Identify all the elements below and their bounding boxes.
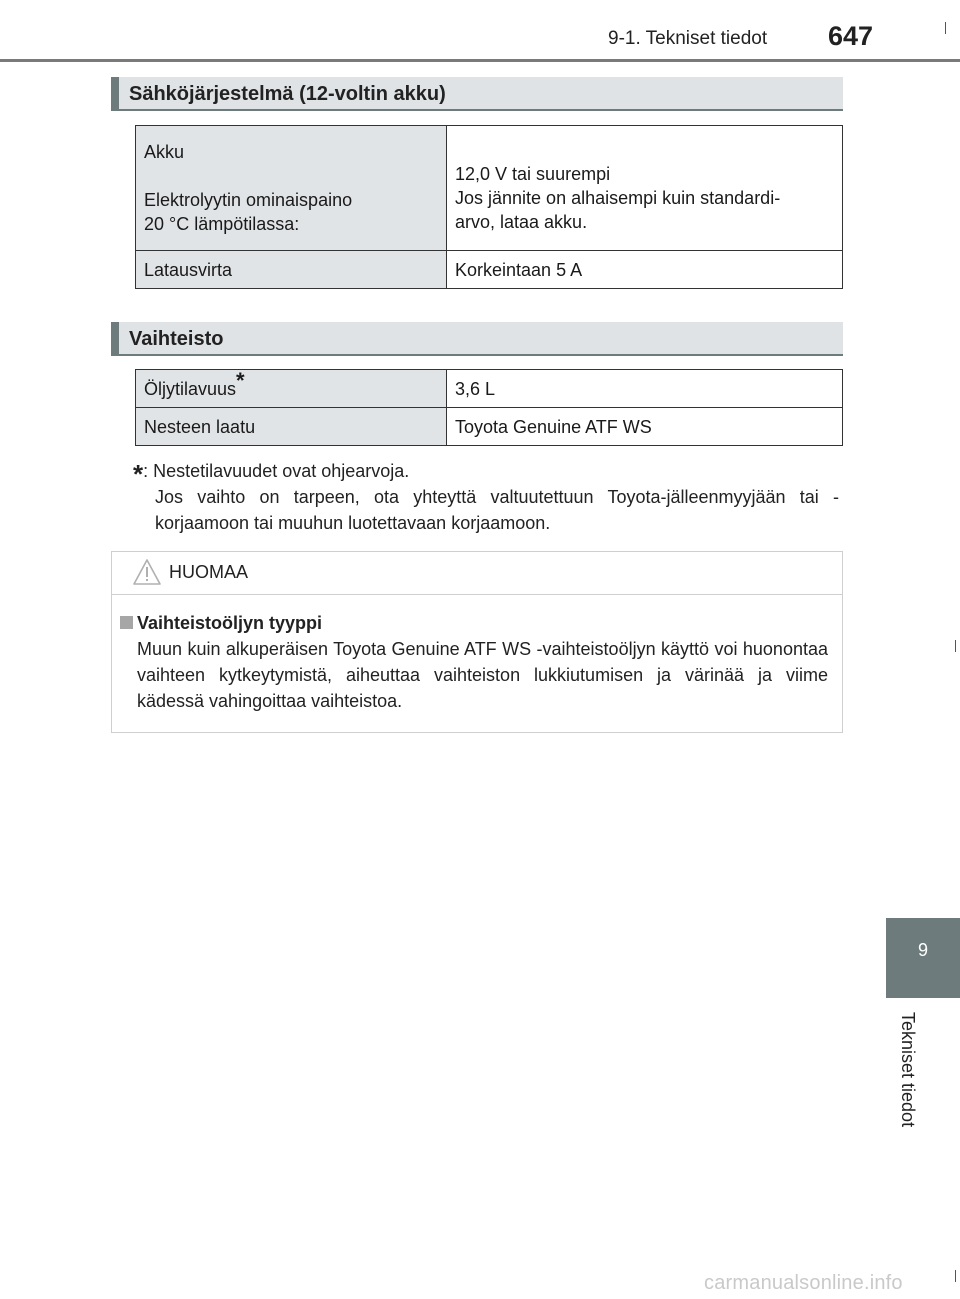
header-section-title: 9-1. Tekniset tiedot [608, 28, 768, 49]
label-text: Öljytilavuus [144, 378, 237, 399]
table-cell-label [136, 367, 447, 408]
label-line: 20 °C lämpötilassa: [144, 214, 300, 234]
notice-item-title: Vaihteistoöljyn tyyppi [137, 613, 323, 633]
section-title: Sähköjärjestelmä (12-voltin akku) [129, 83, 446, 105]
value-line: 12,0 V tai suurempi [455, 164, 611, 184]
table-row [136, 408, 843, 446]
table-cell-label: Latausvirta [136, 251, 447, 289]
table-cell-value: Toyota Genuine ATF WS [447, 408, 843, 446]
notice-item-heading [120, 610, 828, 636]
table-row [136, 251, 843, 289]
footnote-star: * [133, 459, 144, 489]
electrical-spec-table [135, 125, 843, 289]
notice-label: HUOMAA [169, 562, 249, 582]
notice-box [111, 551, 843, 733]
crop-mark [955, 640, 956, 652]
footnote [133, 455, 839, 536]
value-line: arvo, lataa akku. [455, 212, 588, 232]
crop-mark [945, 22, 946, 34]
footnote-detail: Jos vaihto on tarpeen, ota yhteyttä valtuutettuun Toyota-jälleenmyyjään tai -korjaamoon tai muuhun luotettavaan korjaamoon. [155, 487, 839, 533]
label-line: Akku [144, 142, 185, 162]
footnote-mark: * [236, 367, 245, 393]
transmission-spec-table [135, 369, 843, 446]
notice-header [112, 552, 842, 595]
watermark: carmanualsonline.info [704, 1272, 903, 1294]
footnote-line [133, 455, 839, 489]
header-rule [0, 59, 960, 62]
section-heading-transmission [111, 322, 843, 356]
page-number: 647 [828, 21, 874, 51]
chapter-tab [886, 918, 960, 998]
table-cell-value: Korkeintaan 5 A [447, 251, 843, 289]
table-row [136, 126, 843, 251]
crop-mark [955, 1270, 956, 1282]
table-cell-label: Nesteen laatu [136, 408, 447, 446]
section-heading-electrical [111, 77, 843, 111]
warning-triangle-icon [132, 558, 162, 586]
chapter-number: 9 [917, 940, 928, 960]
chapter-side-label: Tekniset tiedot [898, 1012, 918, 1128]
table-cell-value: 3,6 L [447, 370, 843, 408]
label-line: Elektrolyytin ominaispaino [144, 190, 353, 210]
label-spacer [144, 164, 438, 188]
table-row [136, 370, 843, 408]
footnote-text: : Nestetilavuudet ovat ohjearvoja. [143, 461, 410, 481]
section-title: Vaihteisto [129, 328, 224, 350]
table-cell-value [447, 126, 843, 251]
page-header [0, 0, 960, 64]
square-bullet-icon [120, 616, 133, 629]
notice-body [120, 610, 828, 714]
table-cell-label [136, 126, 447, 251]
notice-item-text: Muun kuin alkuperäisen Toyota Genuine ATF WS -vaihteistoöljyn käyttö voi huonontaa vaihteen kytkeytymistä, aiheuttaa vaihteiston lukkiutumisen ja värinää ja viime kädessä vahingoittaa vaihteistoa. [137, 639, 828, 711]
value-line: Jos jännite on alhaisempi kuin standardi- [455, 188, 781, 208]
